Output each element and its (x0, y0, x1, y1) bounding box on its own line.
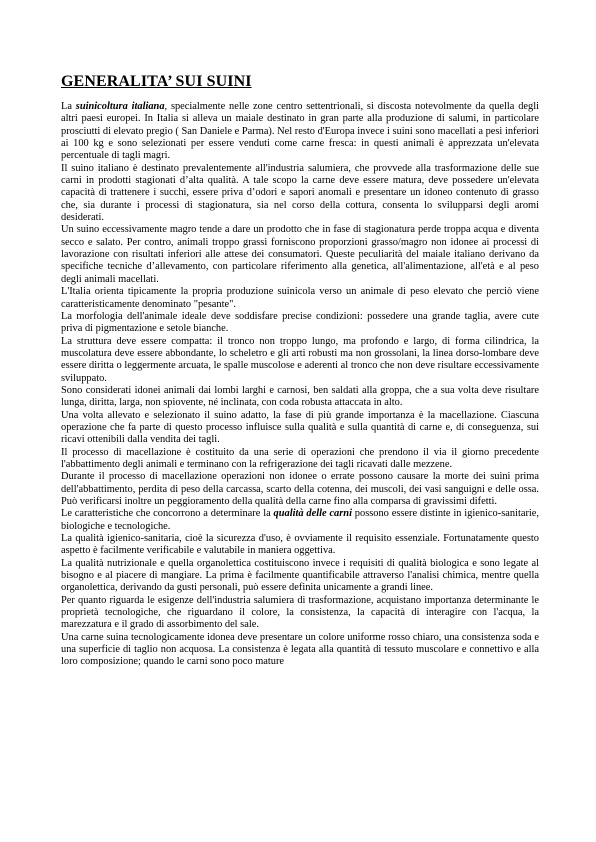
paragraph-text: Il suino italiano è destinato prevalentemente all'industria salumiera, che provvede alla trasformazione delle sue carni in prodotti stagionati d’alta qualità. A tale scopo la carne deve essere matura, deve possedere un'elevata capacità di trattenere i succhi, essere priva d’odori e sapori anomali e presentare un idoneo contenuto di grasso che, sia durante i processi di stagionatura, sia nel corso della cottura, consenta lo svilupparsi degli aromi desiderati. (61, 162, 539, 224)
paragraph (61, 447, 539, 472)
emphasized-text: qualità delle carni (273, 508, 352, 520)
paragraph-text: , specialmente nelle zone centro settentrionali, si discosta notevolmente da quella degli altri paesi europei. In Italia si alleva un maiale destinato in gran parte alla produzione di salumi, in particolare prosciutti di elevato pregio ( San Daniele e Parma). Nel resto d'Europa invece i suini sono macellati a pesi inferiori ai 100 kg e sono selezionati per essere venduti come carne fresca: in questi animali è apprezzata un'elevata percentuale di tagli magri. (61, 101, 540, 162)
paragraph-text: Un suino eccessivamente magro tende a dare un prodotto che in fase di stagionatura perde troppa acqua e diventa secco e salato. Per contro, animali troppo grassi forniscono proporzioni grasso/magro non idonee ai processi di lavorazione con risultati inferiori alle attese dei consumatori. Queste peculiarità del maiale italiano derivano da specifiche tecniche d’allevamento, con particolare riferimento alla genetica, all'alimentazione, all'età e al peso degli animali macellati. (61, 224, 539, 285)
paragraph-text: Per quanto riguarda le esigenze dell'industria salumiera di trasformazione, acquistano importanza determinante le proprietà tecnologiche, che riguardano il colore, la consistenza, la capacità di interagire con l'acqua, la marezzatura e il grado di assorbimento del sale. (61, 594, 539, 631)
paragraph-text: La (61, 101, 76, 112)
paragraph (61, 595, 539, 632)
paragraph-text: La struttura deve essere compatta: il tronco non troppo lungo, ma profondo e largo, di forma cilindrica, la muscolatura deve essere abbondante, lo scheletro e gli arti robusti ma non grossolani, la linea dorso-lombare deve essere diritta o leggermente arcuata, le spalle muscolose e aderenti al tronco che non deve risultare eccessivamente sviluppato. (61, 335, 539, 384)
paragraph-text: La qualità igienico-sanitaria, cioè la sicurezza d'uso, è ovviamente il requisito essenziale. Fortunatamente questo aspetto è facilmente verificabile e valutabile in maniera oggettiva. (61, 533, 539, 557)
paragraph (61, 558, 539, 595)
paragraph (61, 471, 539, 508)
paragraph-text: Una carne suina tecnologicamente idonea deve presentare un colore uniforme rosso chiaro, una consistenza soda e una superficie di taglio non acquosa. La consistenza è legata alla quantità di tessuto muscolare e connettivo e alla loro composizione; quando le carni sono poco mature (61, 631, 539, 668)
paragraph (61, 508, 539, 533)
paragraph (61, 385, 539, 410)
paragraph (61, 533, 539, 558)
paragraph-text: Sono considerati idonei animali dai lombi larghi e carnosi, ben saldati alla groppa, che a sua volta deve risultare lunga, diritta, larga, non spiovente, né inclinata, con coda robusta attaccata in alto. (61, 384, 539, 409)
paragraph (61, 224, 539, 286)
paragraph-text: La qualità nutrizionale e quella organolettica costituiscono invece i requisiti di qualità biologica e sono legate al bisogno e al piacere di mangiare. La prima è facilmente quantificabile attraverso l'analisi chimica, mentre quella organolettica, derivando da gusti personali, può essere definita unicamente a grandi linee. (61, 557, 539, 594)
paragraph-text: Durante il processo di macellazione operazioni non idonee o errate possono causare la morte dei suini prima dell'abbattimento, perdita di peso della carcassa, scarto della cotenna, dei muscoli, dei vasi sanguigni e delle ossa. Può verificarsi inoltre un peggioramento della qualità della carne fino alla comparsa di gravissimi difetti. (61, 471, 539, 507)
paragraph (61, 336, 539, 385)
paragraph (61, 632, 539, 669)
paragraph-text: possono essere distinte in igienico-sanitarie, biologiche e tecnologiche. (61, 508, 539, 532)
paragraph (61, 101, 539, 163)
paragraph-text: La morfologia dell'animale ideale deve soddisfare precise condizioni: possedere una grande taglia, avere cute priva di pigmentazione e setole bianche. (61, 310, 539, 335)
paragraph (61, 286, 539, 311)
paragraph (61, 163, 539, 225)
paragraph (61, 311, 539, 336)
emphasized-text: suinicoltura italiana (75, 101, 165, 112)
paragraph (61, 410, 539, 447)
paragraph-text: Il processo di macellazione è costituito da una serie di operazioni che prendono il via il giorno precedente l'abbattimento degli animali e terminano con la refrigerazione dei tagli ricavati dalle mezzene. (61, 446, 539, 470)
paragraph-text: Una volta allevato e selezionato il suino adatto, la fase di più grande importanza è la macellazione. Ciascuna operazione che fa parte di questo processo influisce sulla qualità e sulla quantità di carne e, di conseguenza, sui ricavi ottenibili dalla vendita dei tagli. (61, 409, 539, 446)
paragraph-text: L'Italia orienta tipicamente la propria produzione suinicola verso un animale di peso elevato che perciò viene caratteristicamente denominato "pesante". (61, 286, 539, 310)
paragraph-text: Le caratteristiche che concorrono a determinare la (61, 508, 274, 520)
document-body (61, 101, 539, 669)
page-title: GENERALITA’ SUI SUINI (61, 73, 252, 90)
